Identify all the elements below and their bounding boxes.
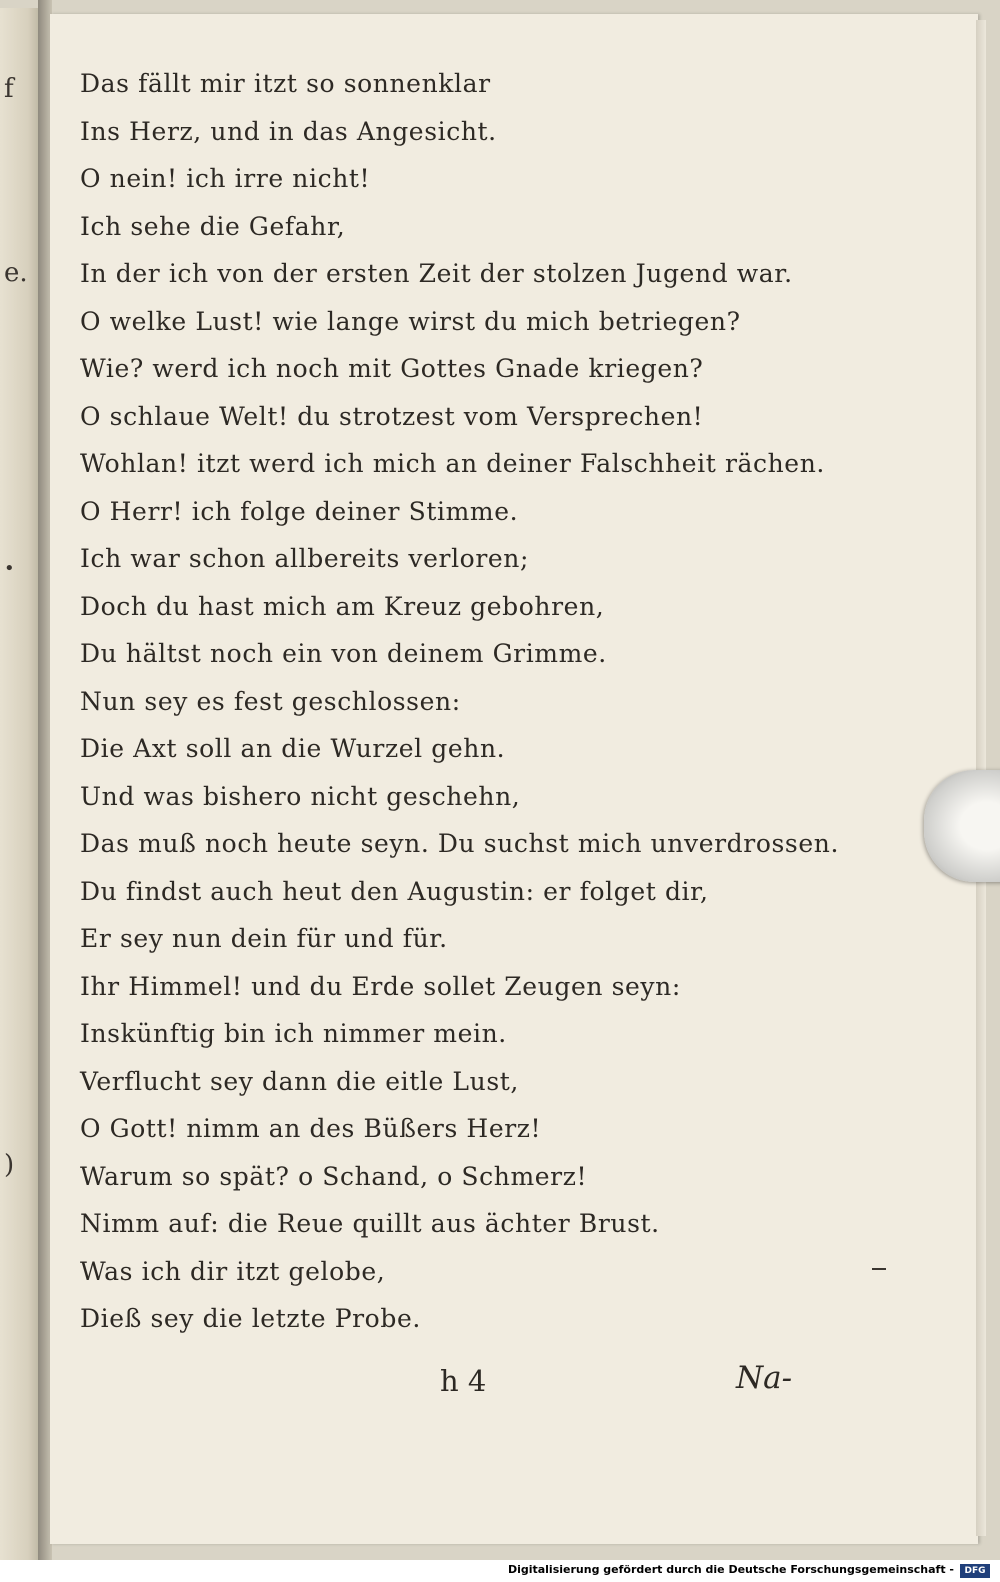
poem-line: Er sey nun dein für und für. xyxy=(80,924,448,953)
poem-line: In der ich von der ersten Zeit der stolzen Jugend war. xyxy=(80,259,793,288)
poem-line: Du hältst noch ein von deinem Grimme. xyxy=(80,639,607,668)
previous-page-mark: ) xyxy=(4,1150,15,1180)
poem-line: Dieß sey die letzte Probe. xyxy=(80,1304,421,1333)
poem-line: Nun sey es fest geschlossen: xyxy=(80,686,461,716)
poem-text xyxy=(80,60,860,1343)
previous-page-mark: • xyxy=(4,558,15,579)
poem-line: Inskünftig bin ich nimmer mein. xyxy=(80,1019,507,1048)
poem-line: Wohlan! itzt werd ich mich an deiner Falschheit rächen. xyxy=(80,449,825,478)
poem-line: Warum so spät? o Schand, o Schmerz! xyxy=(80,1161,588,1191)
poem-line: Ihr Himmel! und du Erde sollet Zeugen seyn: xyxy=(80,971,681,1001)
funding-note: Digitalisierung gefördert durch die Deutsche Forschungsgemeinschaft - xyxy=(507,1563,954,1576)
poem-line: Du findst auch heut den Augustin: er folget dir, xyxy=(80,876,709,906)
previous-page-mark: e. xyxy=(4,258,28,288)
catchword: Na- xyxy=(736,1360,793,1396)
poem-line: Wie? werd ich noch mit Gottes Gnade kriegen? xyxy=(80,354,704,383)
poem-line: O welke Lust! wie lange wirst du mich betriegen? xyxy=(80,306,741,336)
poem-line: Verflucht sey dann die eitle Lust, xyxy=(80,1066,519,1096)
poem-line: Die Axt soll an die Wurzel gehn. xyxy=(80,734,506,763)
poem-line: Ich sehe die Gefahr, xyxy=(80,211,346,241)
poem-line: Das muß noch heute seyn. Du suchst mich unverdrossen. xyxy=(80,829,839,858)
line-end-dash xyxy=(872,1268,886,1270)
previous-page-edge xyxy=(0,8,40,1560)
poem-line: Doch du hast mich am Kreuz gebohren, xyxy=(80,591,605,621)
poem-line: Ins Herz, und in das Angesicht. xyxy=(80,116,497,146)
poem-line: Was ich dir itzt gelobe, xyxy=(80,1256,386,1286)
poem-line: Und was bishero nicht geschehn, xyxy=(80,781,521,811)
dfg-logo-icon: DFG xyxy=(960,1564,990,1578)
poem-line: Ich war schon allbereits verloren; xyxy=(80,544,530,573)
digitization-footer xyxy=(0,1560,1000,1582)
poem-line: O Herr! ich folge deiner Stimme. xyxy=(80,496,519,526)
poem-line: O nein! ich irre nicht! xyxy=(80,164,371,193)
poem-line: O schlaue Welt! du strotzest vom Versprechen! xyxy=(80,401,704,431)
signature-mark: h 4 xyxy=(440,1364,487,1398)
poem-line: O Gott! nimm an des Büßers Herz! xyxy=(80,1114,542,1143)
poem-line: Das fällt mir itzt so sonnenklar xyxy=(80,69,491,98)
previous-page-mark: f xyxy=(4,74,14,104)
poem-line: Nimm auf: die Reue quillt aus ächter Brust. xyxy=(80,1209,660,1238)
